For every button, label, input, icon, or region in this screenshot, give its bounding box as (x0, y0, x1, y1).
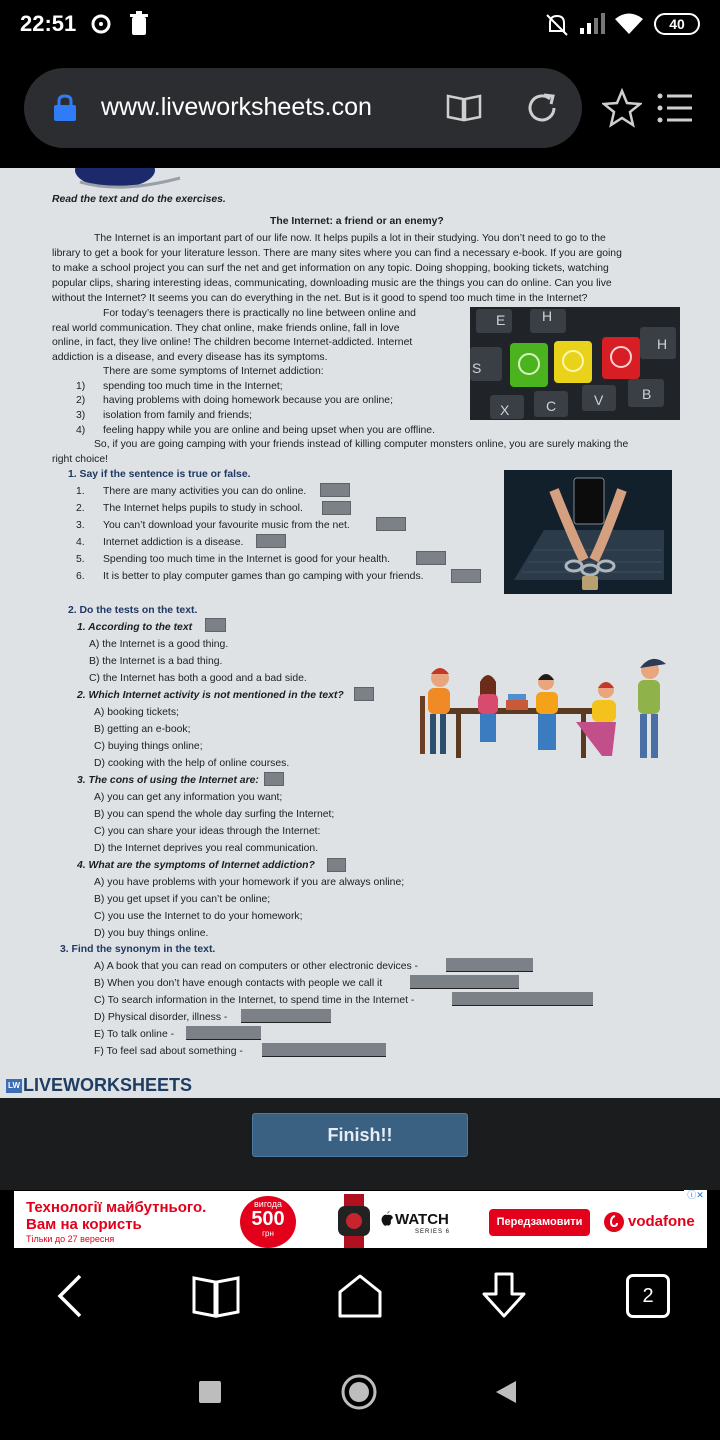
finish-button[interactable]: Finish!! (252, 1113, 468, 1157)
key-label: S (472, 360, 482, 376)
answer-box[interactable] (256, 534, 286, 548)
back-triangle-icon[interactable] (494, 1379, 518, 1405)
mute-bell-icon (544, 12, 570, 38)
bookmarks-icon[interactable] (186, 1266, 246, 1326)
exercise-1-title: 1. Say if the sentence is true or false. (68, 469, 251, 480)
recents-square-icon[interactable] (199, 1381, 221, 1403)
back-arrow-icon[interactable] (44, 1266, 104, 1326)
symptom-number: 3) (76, 410, 86, 421)
option-text: B) the Internet is a bad thing. (89, 656, 223, 667)
home-circle-icon[interactable] (340, 1373, 378, 1411)
option-text: B) you get upset if you can’t be online; (94, 894, 271, 905)
answer-line[interactable] (186, 1026, 261, 1040)
ad-close-icon[interactable]: ⓘ✕ (684, 1190, 707, 1201)
key-label: B (642, 386, 652, 402)
home-icon[interactable] (330, 1266, 390, 1326)
article-line: to make a school project you can surf the net and get information on any topic. Doing shopping, booking tickets, watching (52, 263, 609, 274)
item-number: 6. (76, 571, 85, 582)
exercise-2-title: 2. Do the tests on the text. (68, 605, 198, 616)
instruction-text: Read the text and do the exercises. (52, 194, 226, 205)
ex1-statement: The Internet helps pupils to study in school. (103, 503, 303, 514)
trash-icon (128, 11, 150, 37)
badge-label: вигода (254, 1199, 282, 1209)
article-line: online, in fact, they live online! The children become Internet-addicted. Internet (52, 337, 413, 348)
tabs-counter-button[interactable]: 2 (626, 1274, 670, 1318)
question-text: 3. The cons of using the Internet are: (77, 775, 259, 786)
answer-line[interactable] (410, 975, 519, 989)
answer-box[interactable] (320, 483, 350, 497)
symptom-number: 2) (76, 395, 86, 406)
option-text: C) you use the Internet to do your homework; (94, 911, 303, 922)
article-line: right choice! (52, 454, 109, 465)
option-text: D) you buy things online. (94, 928, 209, 939)
symptom-text: isolation from family and friends; (103, 410, 252, 421)
synonym-prompt: E) To talk online - (94, 1029, 175, 1040)
item-number: 5. (76, 554, 85, 565)
article-line: addiction is a disease, and every disease has its symptoms. (52, 352, 328, 363)
option-text: A) you have problems with your homework if you are always online; (94, 877, 405, 888)
liveworksheets-logo-icon: LW (6, 1079, 22, 1093)
ex1-statement: There are many activities you can do online. (103, 486, 307, 497)
reader-mode-icon[interactable] (444, 88, 484, 128)
clock: 22:51 (20, 11, 77, 36)
item-number: 1. (76, 486, 85, 497)
ex1-statement: It is better to play computer games than go camping with your friends. (103, 571, 424, 582)
option-text: C) you can share your ideas through the Internet: (94, 826, 321, 837)
ad-discount-badge (240, 1196, 296, 1248)
bookmark-star-icon[interactable] (602, 88, 642, 128)
ad-fineprint: Тільки до 27 вересня (26, 1234, 115, 1244)
answer-box[interactable] (327, 858, 346, 872)
option-text: C) the Internet has both a good and a bad side. (89, 673, 307, 684)
key-label: X (500, 402, 510, 418)
answer-line[interactable] (452, 992, 593, 1006)
option-text: A) the Internet is a good thing. (89, 639, 229, 650)
answer-line[interactable] (241, 1009, 331, 1023)
article-line: without the Internet? It seems you can do everything in the net. But is it good to spend too much time in the Internet? (52, 293, 588, 304)
option-text: A) booking tickets; (94, 707, 179, 718)
answer-box[interactable] (354, 687, 374, 701)
option-text: D) cooking with the help of online courses. (94, 758, 290, 769)
answer-box[interactable] (416, 551, 446, 565)
symptom-number: 1) (76, 381, 86, 392)
keyboard-emoji-image (470, 307, 680, 420)
media-icon (90, 12, 114, 36)
article-title: The Internet: a friend or an enemy? (270, 216, 444, 227)
key-label: C (546, 398, 557, 414)
ex1-statement: You can’t download your favourite music from the net. (103, 520, 350, 531)
key-label: H (542, 308, 553, 324)
key-label: E (496, 312, 506, 328)
question-text: 1. According to the text (77, 622, 193, 633)
preorder-button[interactable]: Передзамовити (489, 1209, 590, 1236)
item-number: 2. (76, 503, 85, 514)
key-label: H (657, 336, 668, 352)
option-text: B) you can spend the whole day surfing the Internet; (94, 809, 335, 820)
badge-amount: 500 (251, 1208, 285, 1230)
symptom-text: spending too much time in the Internet; (103, 381, 283, 392)
question-text: 4. What are the symptoms of Internet addiction? (77, 860, 315, 871)
synonym-prompt: B) When you don’t have enough contacts with people we call it (94, 978, 383, 989)
liveworksheets-brand[interactable]: LIVEWORKSHEETS (23, 1075, 193, 1095)
synonym-prompt: D) Physical disorder, illness - (94, 1012, 228, 1023)
symptom-number: 4) (76, 425, 86, 436)
chained-laptop-image (504, 470, 672, 594)
option-text: B) getting an e-book; (94, 724, 191, 735)
option-text: A) you can get any information you want; (94, 792, 283, 803)
article-line: The Internet is an important part of our life now. It helps pupils a lot in their studying. You don’t need to go to the (94, 233, 606, 244)
vodafone-logo-icon (603, 1211, 625, 1233)
option-text: C) buying things online; (94, 741, 203, 752)
answer-box[interactable] (451, 569, 481, 583)
smartwatch-image (332, 1194, 376, 1248)
ad-headline: Технології майбутнього. (26, 1199, 207, 1216)
wifi-icon (614, 12, 644, 36)
synonym-prompt: C) To search information in the Internet, to spend time in the Internet - (94, 995, 415, 1006)
symptom-text: having problems with doing homework because you are online; (103, 395, 393, 406)
article-line: popular clips, sharing interesting ideas, communicating, downloading music are the things you can do online. Can you live (52, 278, 612, 289)
article-line: So, if you are going camping with your friends instead of killing computer monsters online, you are surely making the (94, 439, 629, 450)
ad-product-name: WATCH (395, 1211, 449, 1228)
synonym-prompt: F) To feel sad about something - (94, 1046, 243, 1057)
answer-box[interactable] (205, 618, 226, 632)
answer-box[interactable] (322, 501, 351, 515)
globe-logo-image (60, 168, 190, 190)
signal-icon (578, 12, 606, 36)
ad-subheadline: Вам на користь (26, 1216, 142, 1233)
ex1-statement: Internet addiction is a disease. (103, 537, 244, 548)
ex1-statement: Spending too much time in the Internet is good for your health. (103, 554, 391, 565)
option-text: D) the Internet deprives you real communication. (94, 843, 319, 854)
answer-box[interactable] (264, 772, 284, 786)
item-number: 4. (76, 537, 85, 548)
article-line: For today’s teenagers there is practically no line between online and (103, 308, 416, 319)
download-icon[interactable] (474, 1266, 534, 1326)
reload-icon[interactable] (522, 88, 562, 128)
battery-indicator: 40 (654, 13, 700, 35)
answer-box[interactable] (376, 517, 406, 531)
symptoms-intro: There are some symptoms of Internet addiction: (103, 366, 324, 377)
url-text[interactable]: www.liveworksheets.con (101, 93, 372, 121)
apple-logo-icon (380, 1211, 394, 1227)
answer-line[interactable] (262, 1043, 386, 1057)
item-number: 3. (76, 520, 85, 531)
question-text: 2. Which Internet activity is not mentioned in the text? (77, 690, 344, 701)
symptom-text: feeling happy while you are online and being upset when you are offline. (103, 425, 435, 436)
answer-line[interactable] (446, 958, 533, 972)
teens-with-phones-image (416, 656, 672, 762)
menu-icon[interactable] (656, 88, 696, 128)
worksheet-page (0, 168, 720, 1098)
article-line: real world communication. They chat online, make friends online, fall in love (52, 323, 400, 334)
badge-currency: грн (262, 1229, 274, 1238)
article-line: library to get a book for your literature lesson. There are many sites where you can find a necessary e-book. If you are going (52, 248, 622, 259)
synonym-prompt: A) A book that you can read on computers or other electronic devices - (94, 961, 419, 972)
lock-icon (52, 94, 78, 122)
exercise-3-title: 3. Find the synonym in the text. (60, 944, 216, 955)
ad-product-series: SERIES 6 (415, 1229, 451, 1235)
key-label: V (594, 392, 604, 408)
ad-brand: vodafone (628, 1213, 695, 1230)
